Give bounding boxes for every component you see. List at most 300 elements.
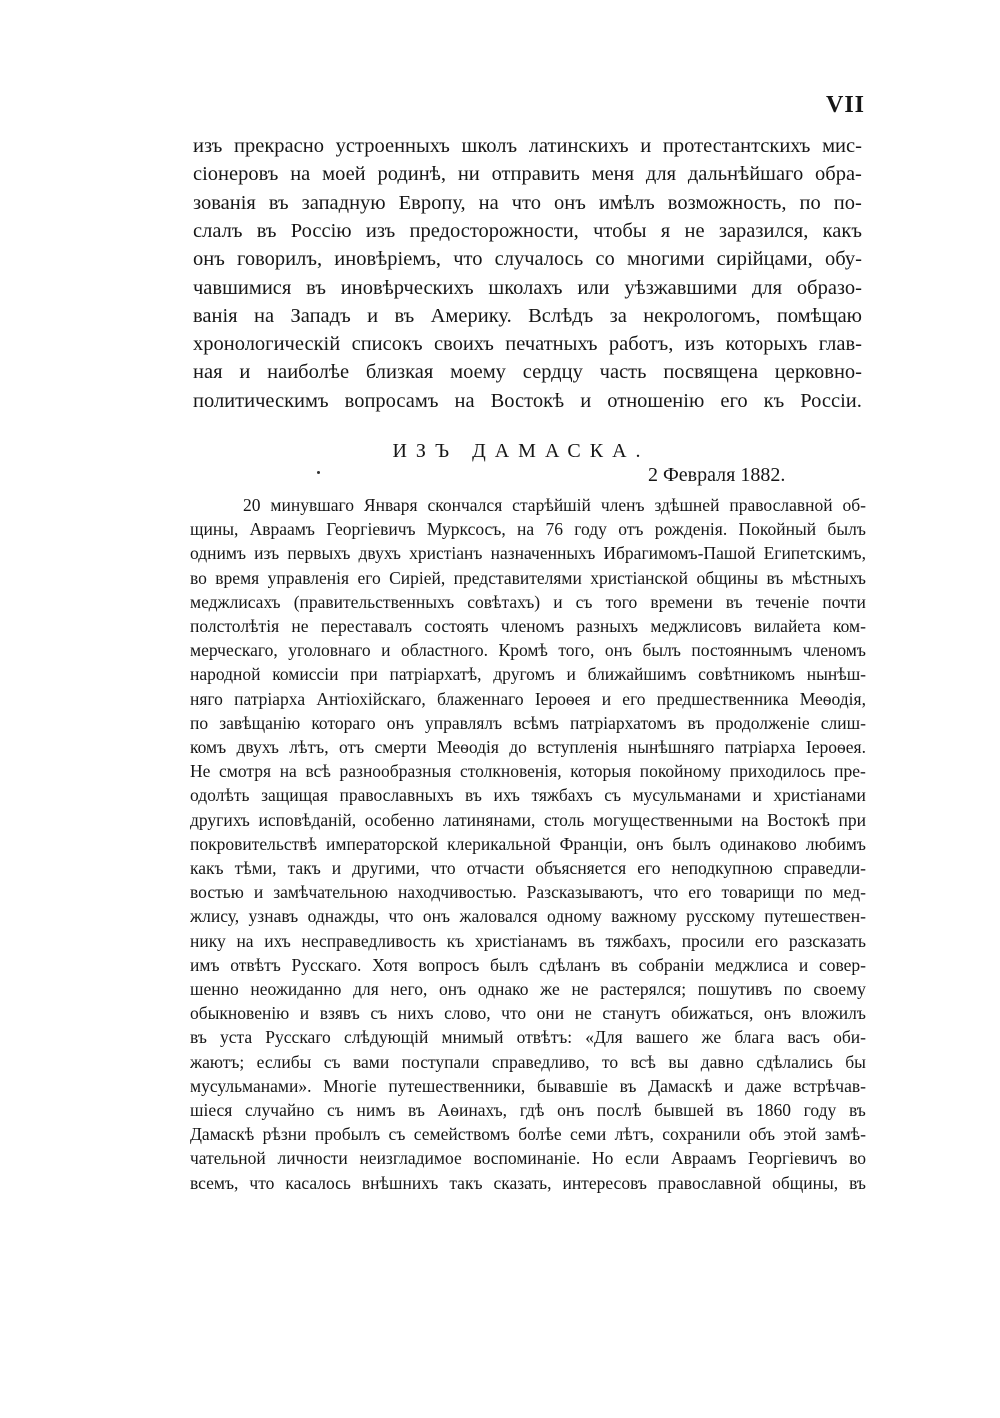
word: печатныхъ: [505, 333, 598, 356]
word: назначенныхъ: [490, 543, 596, 564]
word: столкновенія,: [459, 761, 562, 782]
word: и: [381, 640, 391, 661]
body-line: [190, 735, 866, 760]
word: моей: [322, 163, 366, 186]
word: ная: [193, 361, 223, 384]
word: Ибрагимомъ-Пашой: [603, 543, 756, 564]
word: пре-: [834, 761, 866, 782]
intro-line: [193, 387, 862, 416]
word: патріархатомъ: [569, 712, 677, 733]
word: по: [783, 979, 802, 999]
word: давно: [700, 1051, 744, 1072]
word: несправедливость: [301, 930, 437, 951]
word: Авраамъ: [249, 519, 315, 540]
word: онъ: [554, 191, 586, 214]
word: уголовнаго: [288, 640, 371, 661]
word: или: [577, 276, 610, 299]
word: своему: [813, 979, 866, 999]
word: пробылъ: [314, 1124, 381, 1145]
word: котораго: [311, 712, 376, 733]
word: мѣстныхъ: [791, 567, 866, 588]
word: на: [454, 389, 475, 412]
word: Франціи,: [559, 833, 628, 854]
word: онъ: [439, 979, 467, 999]
word: справедливо,: [491, 1051, 590, 1072]
word: нихъ: [397, 1003, 434, 1024]
word: интересовъ: [562, 1172, 647, 1193]
word: христіанами: [773, 785, 866, 806]
body-line: [190, 541, 866, 566]
word: въ: [619, 1075, 637, 1096]
word: жаловался: [459, 906, 538, 927]
word: воспоминаніе.: [473, 1148, 581, 1169]
word: любимъ: [805, 833, 866, 854]
word: Меѳодія: [437, 737, 499, 757]
word: списокъ: [351, 333, 423, 356]
word: мед-: [832, 882, 866, 903]
word: блаженнаго: [437, 688, 524, 709]
word: вами: [353, 1051, 390, 1072]
word: членомъ: [802, 640, 866, 661]
word: вступленія: [537, 737, 618, 757]
word: для: [751, 276, 783, 299]
word: такъ: [449, 1172, 483, 1193]
word: рѣзни: [262, 1124, 307, 1145]
word: важному: [611, 906, 677, 927]
word: глав-: [818, 333, 862, 356]
word: въ: [306, 276, 326, 299]
word: въ: [726, 1100, 744, 1120]
word: особенно: [364, 809, 435, 830]
word: ком-: [833, 616, 866, 636]
word: Не: [190, 761, 211, 782]
word: для: [353, 979, 379, 999]
word: году: [803, 1100, 837, 1120]
word: тяжбахъ: [531, 785, 593, 806]
word: какъ: [822, 219, 862, 242]
intro-line: [193, 302, 862, 331]
word: жаютъ;: [190, 1051, 245, 1072]
word: сдѣлались: [756, 1051, 833, 1072]
word: если: [625, 1148, 660, 1169]
word: семи: [570, 1124, 607, 1145]
page-number: VII: [826, 92, 866, 118]
word: всемъ,: [190, 1172, 239, 1193]
word: отвѣтъ: [230, 954, 281, 975]
body-line: [243, 493, 866, 518]
word: лѣтъ,: [614, 1124, 654, 1145]
word: въ: [687, 712, 705, 733]
word: изъ: [365, 219, 396, 242]
body-line: [190, 832, 866, 857]
word: Востокѣ: [490, 389, 565, 412]
word: объясняется: [535, 858, 627, 878]
word: былъ: [672, 833, 711, 854]
word: завѣщанію: [219, 712, 301, 733]
word: многими: [626, 248, 705, 271]
word: обра-: [815, 163, 862, 186]
word: Западъ: [290, 304, 351, 327]
word: его: [622, 688, 646, 709]
word: Хотя: [372, 954, 408, 975]
word: въ: [766, 567, 784, 588]
word: одинаково: [719, 833, 797, 854]
word: отъ: [338, 737, 365, 757]
word: блага: [734, 1027, 775, 1048]
word: въ: [849, 1172, 866, 1193]
word: съ: [604, 785, 622, 806]
section-date: 2 Февраля 1882.: [648, 464, 786, 486]
word: и: [299, 1003, 310, 1024]
word: заразился,: [718, 219, 809, 242]
word: минувшаго: [270, 495, 354, 515]
word: въ: [256, 219, 277, 242]
intro-line: [193, 245, 862, 274]
word: столь: [544, 809, 585, 830]
word: первыхъ: [287, 543, 351, 564]
word: вопросамъ: [344, 389, 439, 412]
word: одному: [546, 906, 602, 927]
word: иновѣрческихъ: [340, 276, 474, 299]
word: нику: [190, 930, 226, 951]
intro-line: [193, 132, 862, 161]
word: путешественники,: [388, 1075, 526, 1096]
word: времени: [650, 591, 713, 612]
word: областного.: [400, 640, 489, 661]
word: Многіе: [323, 1075, 377, 1096]
word: приходилось: [729, 761, 826, 782]
word: по-: [833, 191, 862, 214]
word: я: [660, 219, 671, 242]
word: устроенныхъ: [335, 135, 450, 157]
body-line: [190, 638, 866, 663]
word: объ: [748, 1124, 776, 1145]
word: и: [367, 304, 379, 327]
word: сердцу: [522, 361, 583, 384]
word: членъ: [600, 495, 645, 515]
word: Дамаскѣ: [648, 1075, 713, 1096]
word: чавшимися: [193, 276, 292, 299]
word: вы: [668, 1051, 689, 1072]
word: по: [190, 712, 209, 733]
word: нимъ: [356, 1100, 396, 1120]
word: патріархатѣ,: [389, 664, 482, 685]
word: и: [566, 664, 576, 685]
word: что: [388, 906, 414, 927]
word: покровительствѣ: [190, 833, 318, 854]
word: въ: [268, 191, 289, 214]
word: же: [540, 979, 560, 999]
word: имѣлъ: [598, 191, 655, 214]
word: до: [509, 737, 527, 757]
word: просили: [681, 930, 745, 951]
body-line: [190, 1074, 866, 1099]
word: ни: [457, 163, 480, 186]
intro-line: [193, 160, 862, 189]
word: нынѣшняго: [627, 737, 715, 757]
word: изъ: [254, 543, 280, 564]
word: за: [609, 304, 627, 327]
word: то: [601, 1051, 619, 1072]
word: мерческаго,: [190, 640, 278, 661]
word: неподкупною: [671, 858, 773, 878]
word: изъ: [684, 333, 715, 356]
word: политическимъ: [193, 389, 329, 412]
word: представителями: [453, 567, 582, 588]
word: почти: [822, 591, 866, 612]
word: патріарха: [724, 737, 796, 757]
word: его: [720, 389, 748, 412]
word: разныхъ: [576, 616, 639, 636]
word: былъ: [490, 954, 529, 975]
word: въ: [610, 954, 628, 975]
intro-line: [193, 217, 862, 246]
word: его: [688, 882, 712, 903]
word: шіеся: [190, 1100, 233, 1120]
word: переставалъ: [320, 616, 413, 636]
word: которыя: [570, 761, 632, 782]
word: не: [291, 616, 309, 636]
word: жлису,: [190, 906, 240, 927]
word: смотря: [219, 761, 272, 782]
word: встрѣчав-: [793, 1075, 866, 1096]
word: Аѳинахъ,: [437, 1100, 508, 1120]
word: клерикальной: [447, 833, 551, 854]
word: и: [640, 135, 652, 157]
word: ванія: [193, 304, 238, 327]
word: старѣйшій: [512, 495, 591, 515]
body-line: [190, 590, 866, 615]
word: къ: [446, 930, 465, 951]
word: православныхъ: [339, 785, 454, 806]
word: какъ: [190, 858, 224, 878]
word: во: [849, 1148, 866, 1169]
body-line: [190, 1171, 866, 1196]
word: съ: [370, 1003, 388, 1024]
word: Россію: [290, 219, 352, 242]
word: онъ: [422, 906, 451, 927]
word: однако: [477, 979, 529, 999]
word: Мурксосъ,: [426, 519, 506, 540]
word: взявъ: [319, 1003, 360, 1024]
body-line: [190, 880, 866, 905]
word: семействомъ: [413, 1124, 510, 1145]
word: помѣщаю: [776, 304, 862, 327]
word: съ: [388, 1124, 406, 1145]
body-line: [190, 1001, 866, 1026]
word: хронологическій: [193, 333, 341, 356]
word: и: [239, 361, 251, 384]
word: ихъ: [264, 930, 291, 951]
word: некрологомъ,: [643, 304, 761, 327]
word: управлялъ: [424, 712, 503, 733]
intro-line: [193, 358, 862, 387]
word: западную: [301, 191, 386, 214]
word: не: [574, 1003, 592, 1024]
body-line: [190, 759, 866, 784]
word: болѣе: [518, 1124, 562, 1145]
word: не: [684, 219, 705, 242]
word: они: [536, 1003, 565, 1024]
body-line: [190, 1122, 866, 1147]
word: къ: [763, 389, 785, 412]
word: латинянами,: [442, 809, 536, 830]
word: Русскаго.: [291, 954, 362, 975]
word: вложилъ: [801, 1003, 866, 1024]
word: русскому: [686, 906, 755, 927]
word: Кромѣ: [498, 640, 548, 661]
word: Вслѣдъ: [528, 304, 594, 327]
word: что: [511, 191, 541, 214]
word: школахъ: [488, 276, 563, 299]
word: онъ: [604, 640, 633, 661]
word: тѣми,: [234, 858, 277, 878]
word: оби-: [833, 1027, 866, 1048]
intro-line: [193, 330, 862, 359]
word: сохранили: [662, 1124, 741, 1145]
word: меджлисахъ: [190, 591, 281, 612]
word: на: [741, 809, 759, 830]
word: со: [595, 248, 615, 271]
word: отчасти: [466, 858, 525, 878]
word: дальнѣйшаго: [687, 163, 804, 186]
intro-line: [193, 189, 862, 218]
body-line: [190, 929, 866, 954]
word: обу-: [824, 248, 862, 271]
word: Авраамъ: [670, 1148, 737, 1169]
word: всѣ: [630, 1051, 656, 1072]
word: въ: [408, 1100, 425, 1120]
word: что: [249, 1172, 275, 1193]
word: его: [754, 930, 779, 951]
word: Меѳодія,: [799, 688, 866, 709]
body-line: [190, 687, 866, 712]
word: однимъ: [190, 543, 247, 564]
word: и: [580, 389, 592, 412]
word: родинѣ,: [377, 163, 446, 186]
word: возможность,: [667, 191, 787, 214]
word: бывавшіе: [537, 1075, 608, 1096]
word: узнавъ: [248, 906, 299, 927]
word: Египетскимъ,: [763, 543, 866, 564]
word: находчивостью.: [397, 882, 517, 903]
word: въ: [394, 304, 415, 327]
word: отъ: [618, 519, 644, 540]
word: двухъ: [358, 543, 401, 564]
word: мусульманами: [632, 785, 741, 806]
word: время: [215, 567, 260, 588]
word: въ: [577, 930, 595, 951]
word: что: [453, 248, 483, 271]
word: близкая: [365, 361, 434, 384]
body-line: [190, 953, 866, 978]
word: былъ: [642, 640, 681, 661]
word: работъ,: [608, 333, 674, 356]
word: исповѣданій,: [258, 809, 357, 830]
word: слѣдующій: [343, 1027, 429, 1048]
word: вопросъ: [418, 954, 480, 975]
word: уста: [220, 1027, 253, 1048]
word: такъ: [287, 858, 321, 878]
word: разсказать: [788, 930, 866, 951]
word: общины: [696, 567, 759, 588]
word: скончался: [427, 495, 503, 515]
body-line: [190, 1050, 866, 1075]
body-line: [190, 566, 866, 591]
word: здѣшней: [654, 495, 720, 515]
word: замѣ-: [824, 1124, 866, 1145]
body-line: [190, 662, 866, 687]
word: которыхъ: [725, 333, 808, 356]
word: латинскихъ: [528, 135, 629, 157]
print-speck: [317, 471, 320, 474]
word: пошутивъ: [697, 979, 773, 999]
word: Іероѳея: [534, 688, 591, 709]
word: Разсказываютъ,: [526, 882, 644, 903]
word: щины,: [190, 519, 239, 540]
body-line: [190, 783, 866, 808]
word: часть: [599, 361, 647, 384]
body-line: [190, 977, 866, 1002]
word: Іероѳея.: [805, 737, 866, 757]
word: разнообразныя: [339, 761, 452, 782]
word: и: [724, 1075, 734, 1096]
word: покойному: [639, 761, 722, 782]
word: смерти: [374, 737, 427, 757]
word: меджлисовъ: [650, 616, 742, 636]
word: даже: [745, 1075, 782, 1096]
body-line: [190, 517, 866, 542]
word: 76: [545, 519, 563, 540]
word: Россіи.: [800, 389, 862, 412]
word: комиссіи: [272, 664, 339, 685]
word: его: [357, 567, 381, 588]
body-line: [190, 808, 866, 833]
word: членомъ: [500, 616, 565, 636]
word: христіанской: [590, 567, 689, 588]
word: растерялся;: [600, 979, 687, 999]
word: отношенію: [607, 389, 705, 412]
word: полстолѣтія: [190, 616, 280, 636]
word: что: [430, 858, 456, 878]
word: послѣ: [596, 1100, 642, 1120]
word: него,: [390, 979, 428, 999]
word: мис-: [822, 135, 862, 157]
word: Георгіевичъ: [748, 1148, 838, 1169]
word: школъ: [461, 135, 518, 157]
word: при: [838, 809, 866, 830]
word: «Для: [585, 1027, 623, 1048]
word: иновѣріемъ,: [334, 248, 442, 271]
word: бы: [845, 1051, 866, 1072]
word: тяжбахъ,: [605, 930, 671, 951]
word: съ: [575, 591, 593, 612]
word: общины,: [772, 1172, 839, 1193]
word: что: [501, 1003, 527, 1024]
word: для: [645, 163, 676, 186]
word: своихъ: [433, 333, 494, 356]
word: 20: [243, 495, 261, 515]
word: православной: [657, 1172, 762, 1193]
word: Покойный: [738, 519, 817, 540]
word: комъ: [190, 737, 227, 757]
word: Русскаго: [265, 1027, 331, 1048]
body-line: [190, 1098, 866, 1123]
word: этой: [783, 1124, 817, 1145]
word: онъ: [636, 833, 664, 854]
word: и: [798, 954, 809, 975]
word: его: [637, 858, 661, 878]
